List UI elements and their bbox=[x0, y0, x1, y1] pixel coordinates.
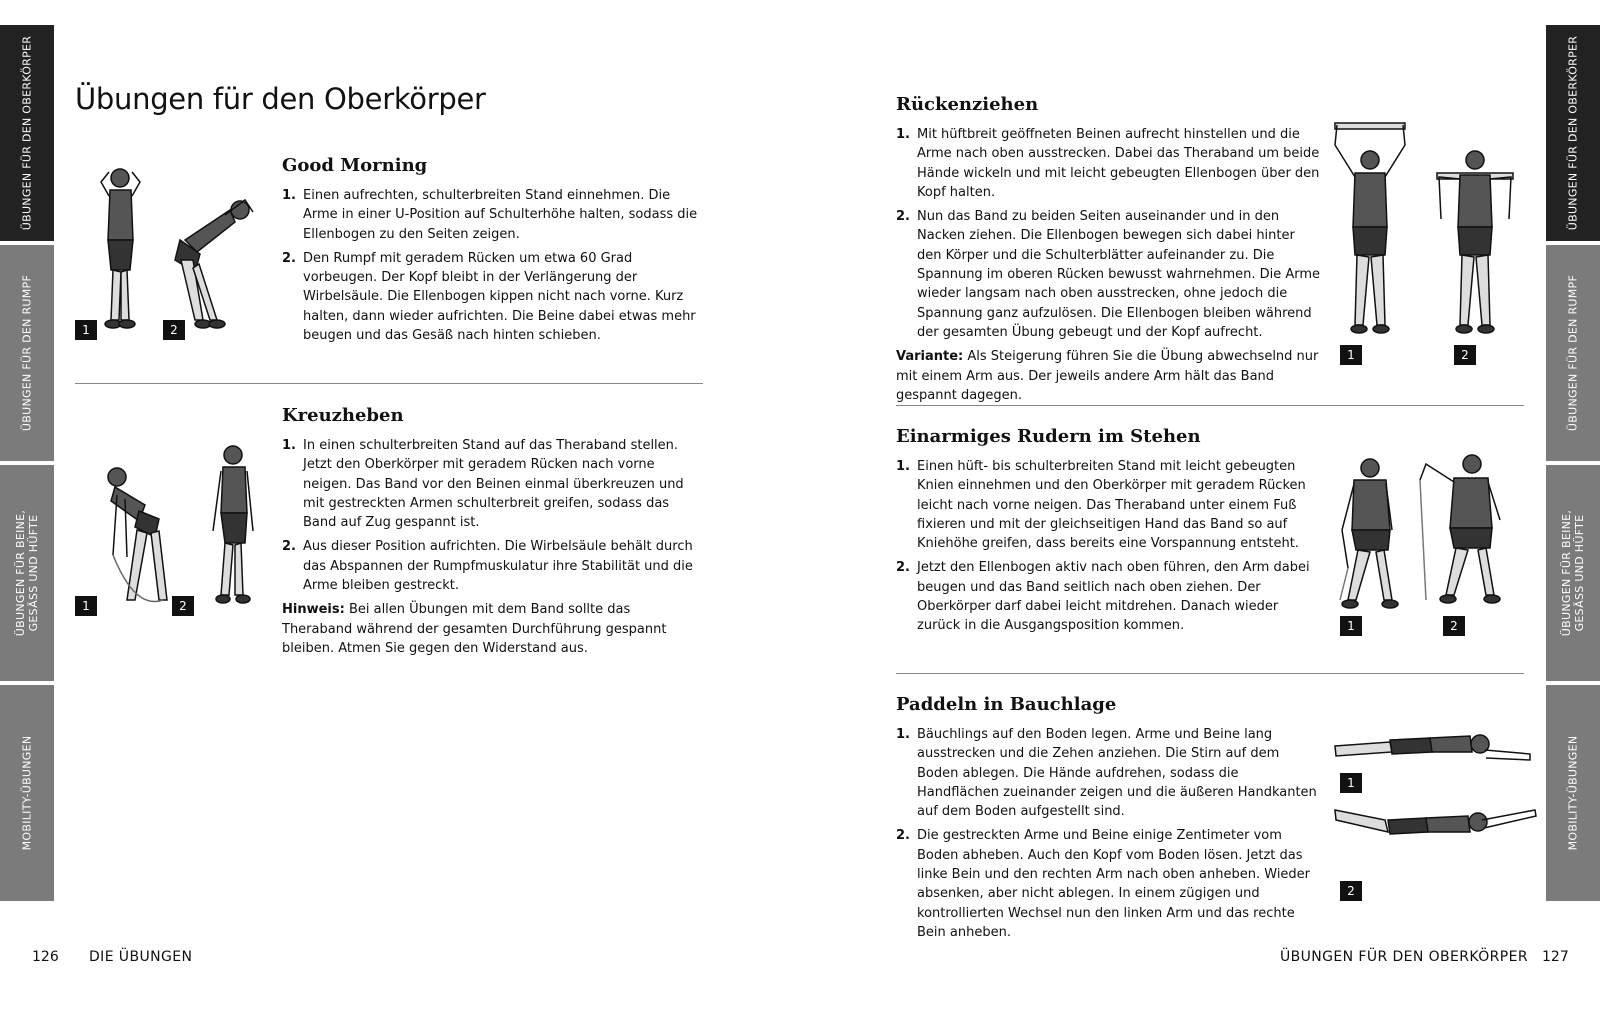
step-number: 1. bbox=[896, 727, 910, 742]
section-title: Rückenziehen bbox=[896, 94, 1039, 115]
step-number: 2. bbox=[282, 539, 296, 555]
hint-text: Bei allen Übungen mit dem Band sollte das Theraband während der gesamten Durchführung gespannt bleiben. Atmen Sie gegen den Widerstand aus. bbox=[282, 602, 667, 656]
section-title: Einarmiges Rudern im Stehen bbox=[896, 426, 1201, 447]
step-number: 1. bbox=[282, 188, 296, 203]
step-text: Den Rumpf mit geradem Rücken um etwa 60 Grad vorbeugen. Der Kopf bleibt in der Verlängerung der Wirbelsäule. Die Ellenbogen kippen nicht nach vorne. Kurz halten, dann wieder aufrichten. Die Beine dabei etwas mehr beugen und das Gesäß nach hinten schieben. bbox=[303, 250, 696, 344]
step-number: 2. bbox=[896, 209, 910, 225]
section-paddeln bbox=[896, 694, 1321, 947]
tab-beine-right-line2: GESÄSS UND HÜFTE bbox=[1573, 514, 1586, 632]
tab-rumpf-right[interactable]: ÜBUNGEN FÜR DEN RUMPF bbox=[1546, 245, 1600, 461]
hint-label: Hinweis: bbox=[282, 602, 345, 618]
step-number: 2. bbox=[282, 250, 296, 266]
step-number: 1. bbox=[896, 459, 910, 474]
step-badge: 1 bbox=[1340, 616, 1362, 636]
step-number: 2. bbox=[896, 560, 910, 576]
running-footer-right: ÜBUNGEN FÜR DEN OBERKÖRPER bbox=[1280, 949, 1528, 965]
step-badge: 2 bbox=[1340, 881, 1362, 901]
step-text: Die gestreckten Arme und Beine einige Zentimeter vom Boden abheben. Auch den Kopf vom Boden lösen. Jetzt das linke Bein und den rechten Arm nach oben anheben. Wieder absenken, aber nicht ablegen. In einem zügigen und kontrollierten Wechsel nun den linken Arm und das rechte Bein anheben. bbox=[917, 828, 1311, 940]
tab-oberkoerper-right[interactable]: ÜBUNGEN FÜR DEN OBERKÖRPER bbox=[1546, 25, 1600, 241]
step-item bbox=[282, 537, 702, 595]
hint-note bbox=[282, 600, 702, 658]
step-item bbox=[896, 725, 1321, 821]
section-rudern bbox=[896, 426, 1321, 641]
tab-beine-line2: GESÄSS UND HÜFTE bbox=[27, 514, 40, 632]
tab-rumpf[interactable]: ÜBUNGEN FÜR DEN RUMPF bbox=[0, 245, 54, 461]
section-divider bbox=[896, 405, 1524, 406]
step-item bbox=[282, 186, 702, 244]
tab-oberkoerper[interactable]: ÜBUNGEN FÜR DEN OBERKÖRPER bbox=[0, 25, 54, 241]
step-number: 1. bbox=[896, 127, 910, 142]
paddeln-illustration bbox=[1330, 720, 1540, 880]
section-title: Good Morning bbox=[282, 155, 428, 176]
tab-beine-right[interactable] bbox=[1546, 465, 1600, 681]
step-text: In einen schulterbreiten Stand auf das Theraband stellen. Jetzt den Oberkörper mit geradem Rücken nach vorne neigen. Das Band vor den Beinen einmal überkreuzen und mit gestreckten Armen schulterbreit greifen, sodass das Band auf Zug gespannt ist. bbox=[303, 438, 684, 531]
section-good-morning bbox=[282, 155, 702, 350]
rueckenziehen-illustration bbox=[1325, 115, 1535, 340]
step-item bbox=[896, 207, 1321, 342]
section-title: Kreuzheben bbox=[282, 405, 404, 426]
tab-mobility[interactable]: MOBILITY-ÜBUNGEN bbox=[0, 685, 54, 901]
kreuzheben-illustration bbox=[75, 435, 265, 620]
step-badge: 1 bbox=[1340, 345, 1362, 365]
step-item bbox=[896, 457, 1321, 553]
step-badge: 1 bbox=[75, 320, 97, 340]
step-number: 1. bbox=[282, 438, 296, 453]
step-badge: 2 bbox=[1443, 616, 1465, 636]
step-text: Jetzt den Ellenbogen aktiv nach oben führen, den Arm dabei beugen und das Band seitlich nach oben ziehen. Der Oberkörper darf dabei leicht mitdrehen. Danach wieder zurück in die Ausgangsposition kommen. bbox=[917, 560, 1310, 634]
section-kreuzheben bbox=[282, 405, 702, 658]
step-number: 2. bbox=[896, 828, 910, 844]
tab-beine-line1: ÜBUNGEN FÜR BEINE, bbox=[14, 509, 27, 637]
page-number-right: 127 bbox=[1542, 949, 1569, 965]
step-item bbox=[896, 125, 1321, 202]
step-text: Einen hüft- bis schulterbreiten Stand mit leicht gebeugten Knien einnehmen und den Oberkörper mit geradem Rücken leicht nach vorne neigen. Das Theraband unter einem Fuß fixieren und mit der gleichseitigen Hand das Band so auf Kniehöhe greifen, dass bereits eine Vorspannung entsteht. bbox=[917, 459, 1306, 552]
tab-mobility-right[interactable]: MOBILITY-ÜBUNGEN bbox=[1546, 685, 1600, 901]
tab-beine[interactable] bbox=[0, 465, 54, 681]
section-divider bbox=[75, 383, 703, 384]
step-item bbox=[282, 249, 702, 345]
section-divider bbox=[896, 673, 1524, 674]
page-title: Übungen für den Oberkörper bbox=[75, 82, 486, 116]
variant-label: Variante: bbox=[896, 349, 964, 365]
variant-text: Als Steigerung führen Sie die Übung abwechselnd nur mit einem Arm aus. Der jeweils andere Arm hält das Band gespannt dagegen. bbox=[896, 349, 1319, 403]
running-footer-left: DIE ÜBUNGEN bbox=[89, 949, 193, 965]
step-badge: 2 bbox=[1454, 345, 1476, 365]
step-badge: 2 bbox=[163, 320, 185, 340]
step-item bbox=[282, 436, 702, 532]
page-number-left: 126 bbox=[32, 949, 59, 965]
step-item bbox=[896, 826, 1321, 942]
section-title: Paddeln in Bauchlage bbox=[896, 694, 1117, 715]
variant-note bbox=[896, 347, 1321, 405]
step-badge: 2 bbox=[172, 596, 194, 616]
step-text: Einen aufrechten, schulterbreiten Stand einnehmen. Die Arme in einer U-Position auf Schulterhöhe halten, sodass die Ellenbogen zu den Seiten zeigen. bbox=[303, 188, 698, 242]
step-text: Mit hüftbreit geöffneten Beinen aufrecht hinstellen und die Arme nach oben ausstrecken. Dabei das Theraband um beide Hände wickeln und mit leicht gebeugten Ellenbogen über den Kopf halten. bbox=[917, 127, 1320, 200]
rudern-illustration bbox=[1330, 450, 1530, 615]
step-text: Aus dieser Position aufrichten. Die Wirbelsäule behält durch das Abspannen der Rumpfmuskulatur ihre Stabilität und die Arme bleiben gestreckt. bbox=[303, 539, 693, 594]
step-text: Bäuchlings auf den Boden legen. Arme und Beine lang ausstrecken und die Zehen anziehen. Die Stirn auf dem Boden ablegen. Die Hände aufdrehen, sodass die Handflächen zueinander zeigen und die äußeren Handkanten auf dem Boden aufgestellt sind. bbox=[917, 727, 1317, 820]
step-item bbox=[896, 558, 1321, 635]
step-badge: 1 bbox=[75, 596, 97, 616]
tab-beine-right-line1: ÜBUNGEN FÜR BEINE, bbox=[1560, 509, 1573, 637]
step-text: Nun das Band zu beiden Seiten auseinander und in den Nacken ziehen. Die Ellenbogen bewegen sich dabei hinter den Körper und die Schulterblätter aufeinander zu. Die Spannung im oberen Rücken bewusst wahrnehmen. Die Arme wieder langsam nach oben ausstrecken, ohne jedoch die Spannung ganz aufzulösen. Die Ellenbogen bleiben während der gesamten Übung gebeugt und der Kopf aufrecht. bbox=[917, 209, 1321, 340]
step-badge: 1 bbox=[1340, 773, 1362, 793]
section-rueckenziehen bbox=[896, 94, 1321, 405]
good-morning-illustration bbox=[75, 160, 265, 345]
